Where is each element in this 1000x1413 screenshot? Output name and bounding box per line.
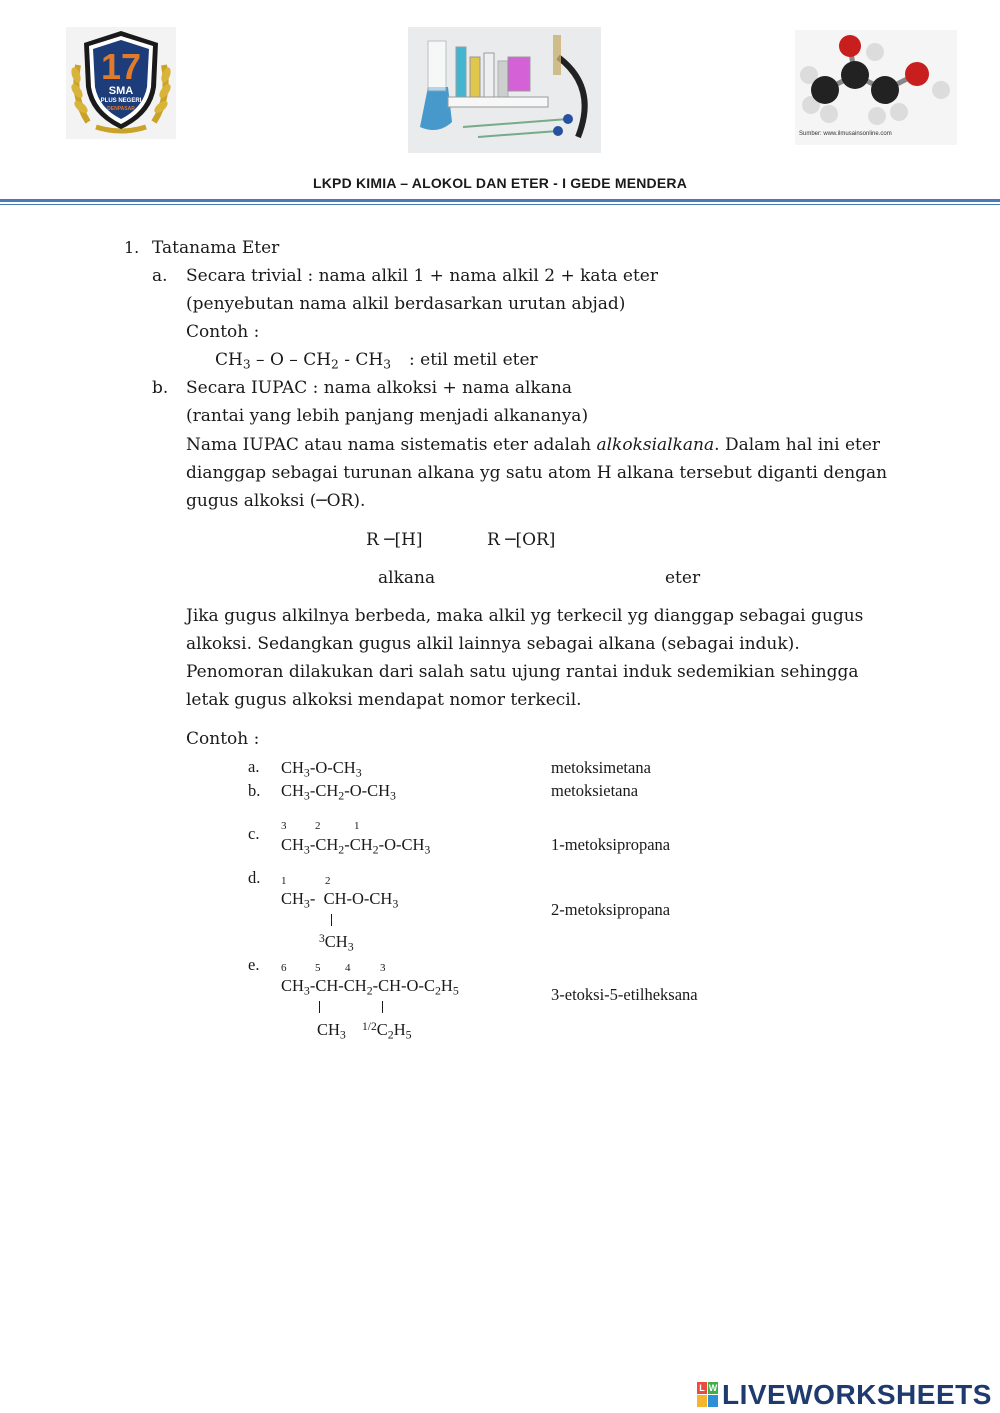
example-c-locant-3: 3	[281, 820, 287, 832]
item-b-para1-line1	[186, 435, 880, 455]
molecule-graphic	[795, 30, 957, 134]
header-rule-thin	[0, 204, 1000, 205]
scheme-eter-label: eter	[665, 568, 701, 588]
item-b-para1-line3: gugus alkoksi (─OR).	[186, 491, 366, 511]
example-b-name: metoksietana	[551, 781, 639, 800]
item-a-example-formula: $CH_3$ – O – $CH_2 - CH_3$	[215, 350, 392, 372]
example-e-branch-bond-1	[319, 1001, 320, 1013]
brand-tile-3	[697, 1395, 707, 1407]
item-a-example-name: : etil metil eter	[409, 350, 538, 370]
example-d-branch-bond	[331, 914, 332, 926]
example-e-marker: e.	[248, 955, 260, 974]
para2-line1: Jika gugus alkilnya berbeda, maka alkil yg terkecil yg dianggap sebagai gugus	[186, 606, 864, 626]
item-b-para1-line2: dianggap sebagai turunan alkana yg satu atom H alkana tersebut diganti dengan	[186, 463, 888, 483]
example-c-locant-2: 2	[315, 820, 321, 832]
example-e-locant-5: 5	[315, 962, 321, 974]
item-b-note: (rantai yang lebih panjang menjadi alkananya)	[186, 406, 589, 426]
example-a-name: metoksimetana	[551, 758, 651, 777]
scheme-eter-formula: R ─[OR]	[487, 530, 556, 550]
para2-line2: alkoksi. Sedangkan gugus alkil lainnya sebagai alkana (sebagai induk).	[186, 634, 800, 654]
para2-line3: Penomoran dilakukan dari salah satu ujung rantai induk sedemikian sehingga	[186, 662, 859, 682]
header-rule-thick	[0, 199, 1000, 202]
brand-tiles	[697, 1382, 719, 1408]
logo-line3: DENPASAR	[107, 106, 135, 112]
example-d-branch: $^3CH_3$	[319, 932, 354, 954]
item-b-text: Secara IUPAC : nama alkoksi + nama alkana	[186, 378, 572, 398]
brand-tile-w: W	[708, 1383, 718, 1393]
brand-text: LIVEWORKSHEETS	[722, 1379, 992, 1410]
example-d-locant-1: 1	[281, 875, 287, 887]
examples-contoh-label: Contoh :	[186, 729, 260, 749]
para1-line1-pre: Nama IUPAC atau nama sistematis eter adalah	[186, 435, 597, 455]
example-e-branch-bond-2	[382, 1001, 383, 1013]
item-a-note: (penyebutan nama alkil berdasarkan urutan abjad)	[186, 294, 626, 314]
brand-tile-l: L	[697, 1382, 707, 1394]
example-d-name: 2-metoksipropana	[551, 900, 671, 919]
example-c-formula: $CH_3-CH_2-CH_2-O-CH_3$	[281, 835, 431, 857]
school-logo	[66, 27, 176, 139]
example-a-formula: $CH_3-O-CH_3$	[281, 758, 362, 780]
document-title: LKPD KIMIA – ALOKOL DAN ETER - I GEDE MENDERA	[312, 175, 688, 191]
section-title: Tatanama Eter	[152, 238, 280, 258]
example-c-marker: c.	[248, 824, 260, 843]
example-d-branch-locant: 3	[319, 932, 325, 945]
example-a-marker: a.	[248, 757, 260, 776]
image-credit: Sumber: www.ilmusainsonline.com	[799, 131, 892, 137]
example-b-marker: b.	[248, 781, 261, 800]
example-e-formula: $CH_3-CH-CH_2-CH-O-C_2H_5$	[281, 976, 459, 998]
item-a-text: Secara trivial : nama alkil 1 + nama alkil 2 + kata eter	[186, 266, 658, 286]
example-e-branch-2: $^{1/2}C_2H_5$	[362, 1020, 412, 1042]
example-e-branch-locant: 1/2	[362, 1020, 377, 1033]
example-d-formula: $CH_3-$ $CH-O-CH_3$	[281, 889, 399, 911]
logo-line2: PLUS NEGERI	[100, 98, 142, 104]
example-e-name: 3-etoksi-5-etilheksana	[551, 985, 698, 1004]
brand-tile-4	[708, 1395, 718, 1407]
example-e-locant-3: 3	[380, 962, 386, 974]
example-c-locant-1: 1	[354, 820, 360, 832]
example-e-locant-4: 4	[345, 962, 351, 974]
scheme-alkana-formula: R ─[H]	[366, 530, 423, 550]
para2-line4: letak gugus alkoksi mendapat nomor terkecil.	[186, 690, 582, 710]
para1-line1-post: . Dalam hal ini eter	[714, 435, 881, 455]
liveworksheets-logo[interactable]	[697, 1378, 997, 1412]
molecule-image	[795, 30, 957, 145]
lab-glassware-graphic	[408, 27, 601, 153]
example-b-formula: $CH_3-CH_2-O-CH_3$	[281, 781, 396, 803]
para1-line1-italic: alkoksialkana	[596, 435, 715, 455]
example-e-branch-1: $CH_3$	[317, 1020, 346, 1042]
example-d-locant-2: 2	[325, 875, 331, 887]
item-b-marker: b.	[152, 378, 169, 398]
section-number: 1.	[124, 238, 140, 257]
lab-glassware-image	[408, 27, 601, 153]
example-c-name: 1-metoksipropana	[551, 835, 671, 854]
item-a-contoh-label: Contoh :	[186, 322, 260, 342]
logo-school: SMA	[108, 85, 134, 97]
example-e-locant-6: 6	[281, 962, 287, 974]
logo-number: 17	[100, 46, 142, 87]
scheme-alkana-label: alkana	[378, 568, 436, 588]
example-d-marker: d.	[248, 868, 261, 887]
item-a-marker: a.	[152, 266, 168, 286]
